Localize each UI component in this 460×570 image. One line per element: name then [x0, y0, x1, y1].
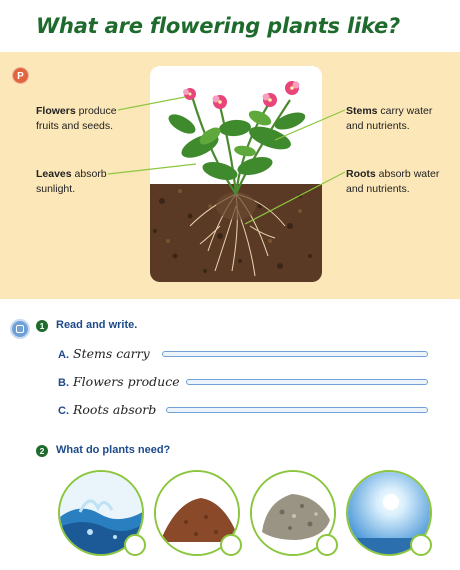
checkbox-rock[interactable] — [316, 534, 338, 556]
answer-line-a[interactable] — [162, 351, 428, 357]
exercise-2-heading: What do plants need? — [56, 444, 171, 456]
roots-label: Roots absorb water and nutrients. — [346, 168, 440, 195]
exercise-2-number: 2 — [36, 445, 48, 457]
exercise-1-heading: Read and write. — [56, 319, 138, 331]
checkbox-soil[interactable] — [220, 534, 242, 556]
leaves-label: Leaves absorb sunlight. — [36, 168, 107, 195]
exercise-1-item-a: A. Stems carry — [58, 346, 150, 361]
checkbox-water[interactable] — [124, 534, 146, 556]
stems-label: Stems carry water and nutrients. — [346, 105, 433, 132]
page-title: What are flowering plants like? — [36, 14, 401, 38]
exercise-1-item-b: B. Flowers produce — [58, 374, 180, 389]
panel-badge: P — [12, 67, 29, 84]
checkbox-sun[interactable] — [410, 534, 432, 556]
flowers-label: Flowers produce fruits and seeds. — [36, 105, 117, 132]
answer-line-b[interactable] — [186, 379, 428, 385]
exercise-1-number: 1 — [36, 320, 48, 332]
answer-line-c[interactable] — [166, 407, 428, 413]
pencil-icon — [10, 319, 30, 339]
exercise-1-item-c: C. Roots absorb — [58, 402, 157, 417]
plant-parts-panel — [0, 52, 460, 299]
